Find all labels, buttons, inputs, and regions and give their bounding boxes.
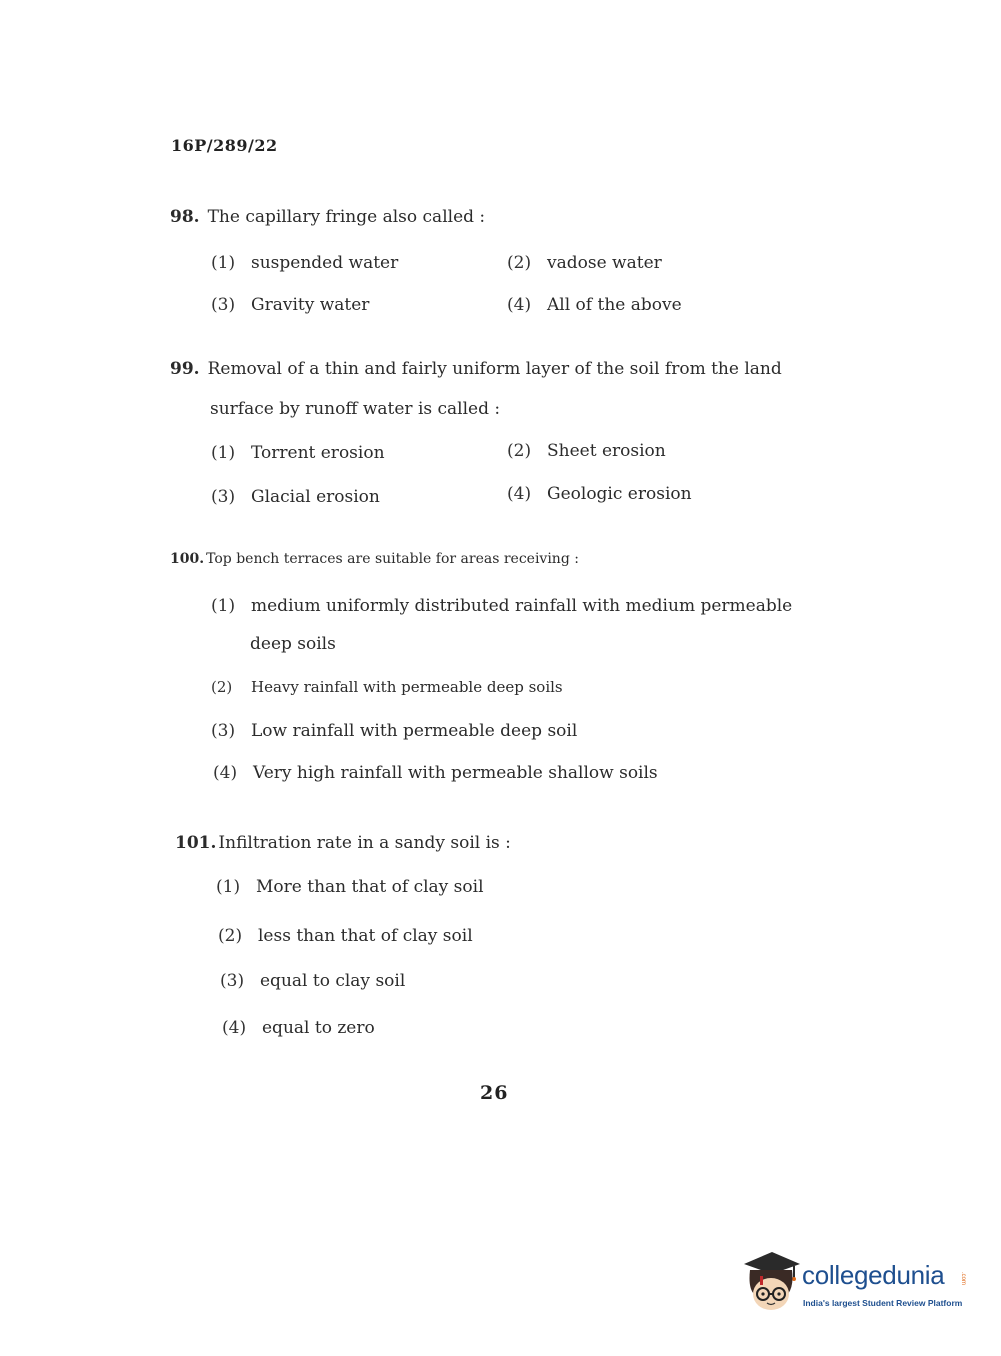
question-number: 101.	[175, 833, 217, 853]
question-number: 98.	[170, 207, 200, 227]
option-100-1	[211, 596, 792, 616]
option-text: Sheet erosion	[547, 441, 666, 461]
option-text: Gravity water	[251, 295, 370, 315]
option-number: (4)	[507, 295, 532, 315]
question-text: Removal of a thin and fairly uniform layer of the soil from the land	[207, 359, 782, 379]
option-text: Very high rainfall with permeable shallow soils	[253, 763, 658, 783]
question-number: 100.	[170, 551, 205, 567]
mascot-icon	[740, 1248, 802, 1318]
option-number: (1)	[216, 877, 241, 897]
option-number: (4)	[222, 1018, 247, 1038]
option-text: Low rainfall with permeable deep soil	[251, 721, 578, 741]
option-99-4	[507, 484, 692, 504]
option-101-1	[216, 877, 484, 897]
question-101	[175, 832, 511, 856]
option-number: (3)	[211, 295, 236, 315]
option-number: (4)	[213, 763, 238, 783]
option-101-2	[218, 926, 473, 946]
option-101-3	[220, 971, 405, 991]
logo-wordmark: collegedunia	[802, 1260, 945, 1290]
option-100-4	[213, 763, 658, 783]
option-number: (1)	[211, 253, 236, 273]
question-99	[170, 358, 782, 382]
question-text: Infiltration rate in a sandy soil is :	[218, 833, 511, 853]
option-98-4	[507, 295, 682, 315]
option-number: (2)	[218, 926, 243, 946]
option-98-1	[211, 253, 398, 273]
option-text: More than that of clay soil	[256, 877, 484, 897]
question-number: 99.	[170, 359, 200, 379]
option-99-3	[211, 487, 380, 507]
option-number: (2)	[507, 441, 532, 461]
option-number: (2)	[507, 253, 532, 273]
option-98-2	[507, 253, 662, 273]
option-number: (3)	[211, 721, 236, 741]
option-text: medium uniformly distributed rainfall with medium permeable	[251, 596, 793, 616]
collegedunia-logo	[740, 1248, 975, 1323]
question-99-continuation: surface by runoff water is called :	[210, 399, 501, 419]
option-100-3	[211, 721, 577, 741]
option-number: (3)	[211, 487, 236, 507]
option-text: Heavy rainfall with permeable deep soils	[251, 678, 563, 696]
option-number: (1)	[211, 443, 236, 463]
option-text: equal to zero	[262, 1018, 375, 1038]
option-text: equal to clay soil	[260, 971, 406, 991]
option-text: vadose water	[547, 253, 662, 273]
option-text: Torrent erosion	[251, 443, 385, 463]
option-99-1	[211, 443, 385, 463]
option-number: (3)	[220, 971, 245, 991]
page-number: 26	[480, 1082, 509, 1104]
option-number: (1)	[211, 596, 236, 616]
question-100	[170, 550, 579, 570]
option-98-3	[211, 295, 369, 315]
option-100-1-continuation: deep soils	[250, 634, 336, 654]
question-text: The capillary fringe also called :	[207, 207, 486, 227]
option-text: Geologic erosion	[547, 484, 692, 504]
logo-tagline: India's largest Student Review Platform	[803, 1298, 963, 1308]
option-100-2	[211, 678, 563, 696]
option-number: (4)	[507, 484, 532, 504]
logo-suffix: .com	[960, 1272, 966, 1286]
question-98	[170, 206, 485, 230]
paper-code: 16P/289/22	[171, 136, 278, 155]
option-text: All of the above	[547, 295, 682, 315]
option-number: (2)	[211, 678, 233, 696]
option-text: less than that of clay soil	[258, 926, 473, 946]
option-text: Glacial erosion	[251, 487, 380, 507]
question-text: Top bench terraces are suitable for areas receiving :	[206, 551, 579, 567]
option-text: suspended water	[251, 253, 399, 273]
option-101-4	[222, 1018, 375, 1038]
option-99-2	[507, 441, 666, 461]
